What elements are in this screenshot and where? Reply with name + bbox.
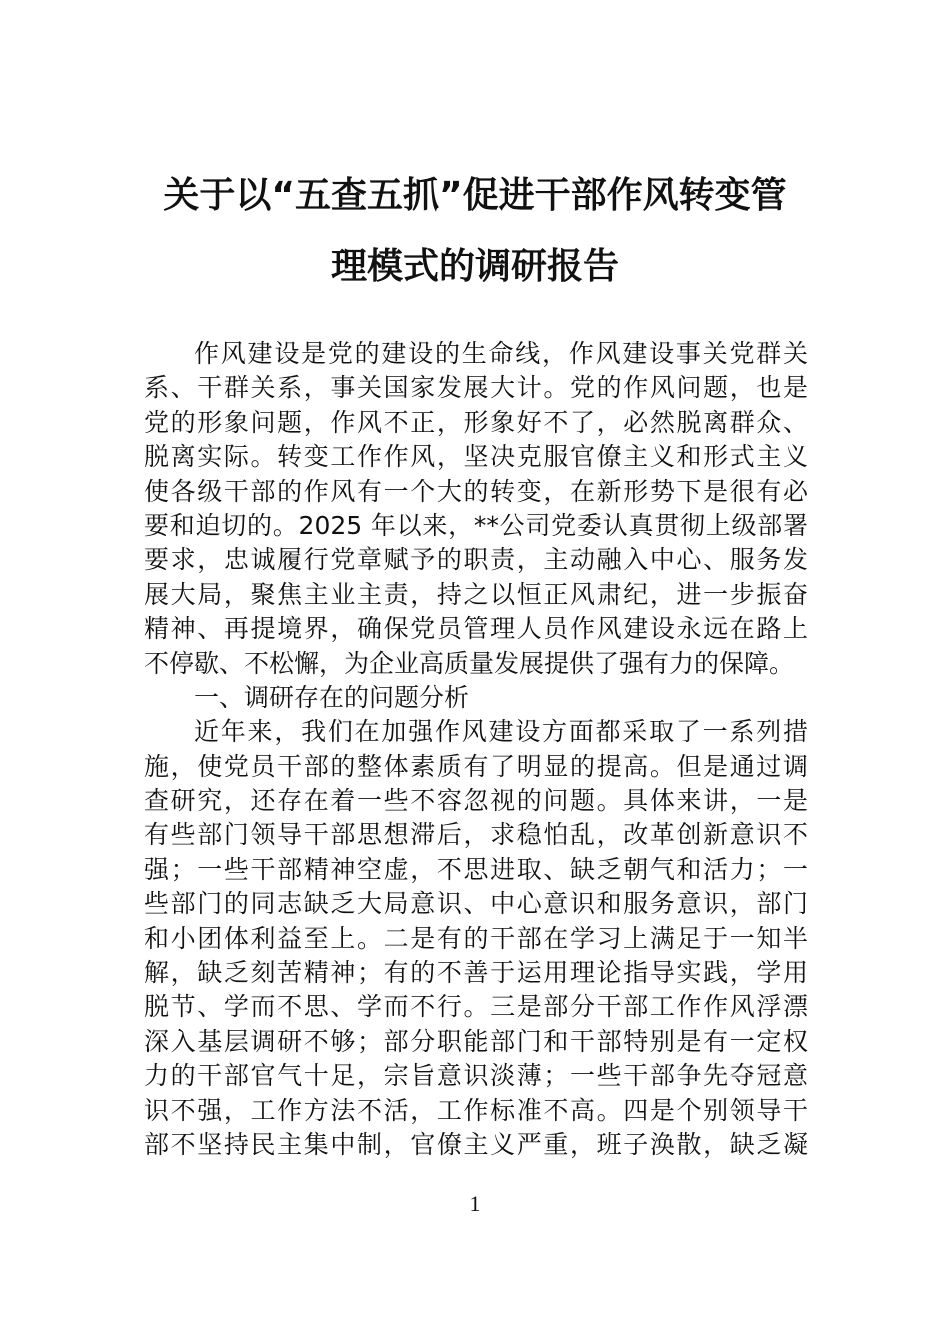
text-line: 查研究，还存在着一些不容忽视的问题。具体来讲，一是: [144, 786, 808, 816]
text-line: 展大局，聚焦主业主责，持之以恒正风肃纪，进一步振奋: [144, 579, 808, 609]
text-line: 识不强，工作方法不活，工作标准不高。四是个别领导干: [144, 1095, 808, 1125]
document-title-line-1: 关于以“五查五抓”促进干部作风转变管: [163, 175, 787, 216]
paragraph-problem-analysis: [144, 715, 808, 1162]
text-line: 脱离实际。转变工作作风，坚决克服官僚主义和形式主义: [144, 442, 808, 472]
text-line: 强；一些干部精神空虚，不思进取、缺乏朝气和活力；一: [144, 854, 808, 884]
text-line: 党的形象问题，作风不正，形象好不了，必然脱离群众、: [144, 407, 808, 437]
text-line: 精神、再提境界，确保党员管理人员作风建设永远在路上: [144, 614, 808, 644]
text-line: 使各级干部的作风有一个大的转变，在新形势下是很有必: [144, 476, 808, 506]
section-heading: 一、调研存在的问题分析: [194, 682, 470, 712]
text-line: 部不坚持民主集中制，官僚主义严重，班子涣散，缺乏凝: [144, 1129, 808, 1159]
text-line: 要求，忠诚履行党章赋予的职责，主动融入中心、服务发: [144, 545, 808, 575]
text-line: 施，使党员干部的整体素质有了明显的提高。但是通过调: [144, 751, 808, 781]
text-line: 解，缺乏刻苦精神；有的不善于运用理论指导实践，学用: [144, 958, 808, 988]
text-line: 脱节、学而不思、学而不行。三是部分干部工作作风浮漂: [144, 992, 808, 1022]
text-line: 近年来，我们在加强作风建设方面都采取了一系列措: [194, 717, 808, 747]
text-line: 有些部门领导干部思想滞后，求稳怕乱，改革创新意识不: [144, 820, 808, 850]
paragraph-intro: [144, 337, 808, 681]
text-line: 作风建设是党的建设的生命线，作风建设事关党群关: [194, 339, 808, 368]
text-line: 力的干部官气十足，宗旨意识淡薄；一些干部争先夺冠意: [144, 1061, 808, 1091]
text-line: 系、干群关系，事关国家发展大计。党的作风问题，也是: [144, 373, 808, 403]
page-number: 1: [469, 1191, 481, 1216]
document-title-line-2: 理模式的调研报告: [330, 246, 619, 287]
text-line: 些部门的同志缺乏大局意识、中心意识和服务意识，部门: [144, 889, 808, 919]
text-line: 不停歇、不松懈，为企业高质量发展提供了强有力的保障。: [144, 648, 795, 678]
document-body: [144, 337, 808, 1162]
text-line: 要和迫切的。2025 年以来，**公司党委认真贯彻上级部署: [144, 510, 808, 540]
text-line: 和小团体利益至上。二是有的干部在学习上满足于一知半: [144, 923, 808, 953]
text-line: 深入基层调研不够；部分职能部门和干部特别是有一定权: [144, 1026, 808, 1056]
